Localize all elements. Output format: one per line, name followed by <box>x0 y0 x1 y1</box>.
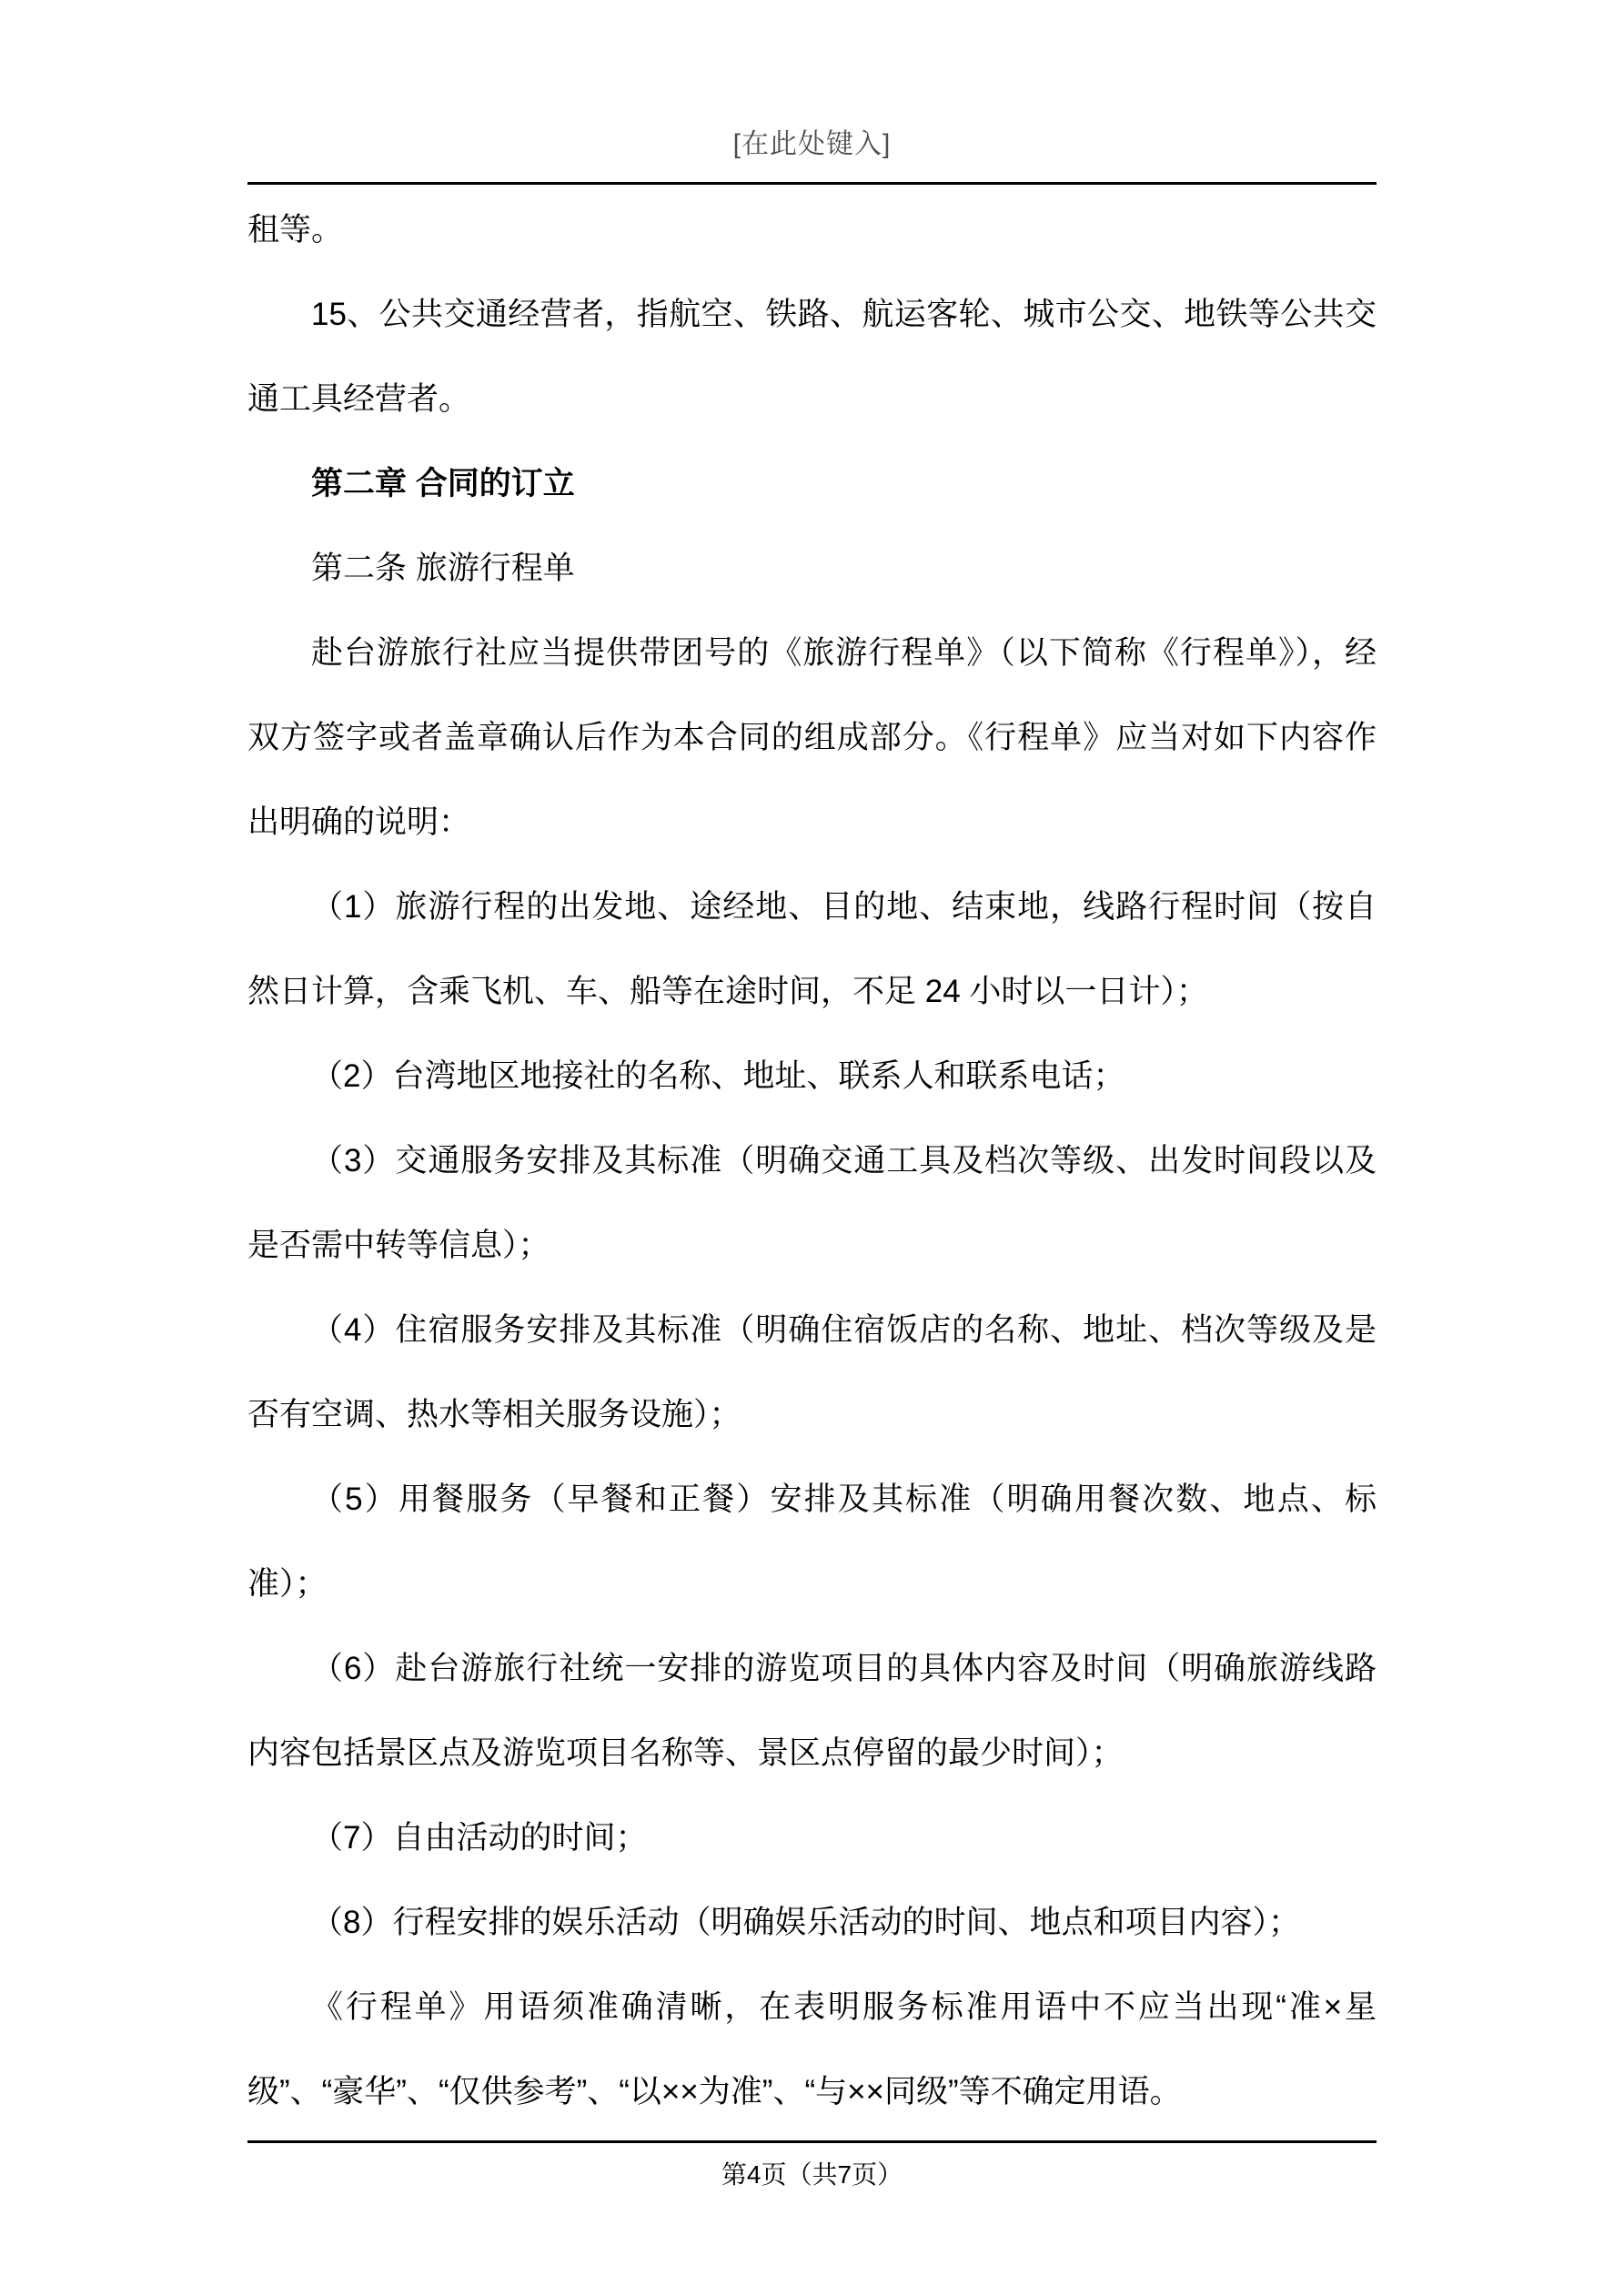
clause-title: 第二条 旅游行程单 <box>311 551 575 586</box>
chapter-heading: 第二章 合同的订立 <box>311 466 575 501</box>
page-number-label: 第4页（共7页） <box>721 2160 903 2189</box>
paragraph-continuation: 租等。 <box>247 212 344 248</box>
numbered-item: （3）交通服务安排及其标准（明确交通工具及档次等级、出发时间段以及是否需中转等信息）； <box>247 1143 1377 1263</box>
paragraph: 《行程单》用语须准确清晰，在表明服务标准用语中不应当出现“准×星级”、“豪华”、“仅供参考”、“以××为准”、“与××同级”等不确定用语。 <box>247 1989 1377 2109</box>
header-placeholder: [在此处键入] <box>732 129 892 159</box>
header-rule <box>247 182 1377 185</box>
numbered-item: （5）用餐服务（早餐和正餐）安排及其标准（明确用餐次数、地点、标准）； <box>247 1482 1377 1602</box>
numbered-item: （1）旅游行程的出发地、途经地、目的地、结束地，线路行程时间（按自然日计算，含乘飞机、车、船等在途时间，不足 24 小时以一日计）； <box>247 889 1377 1009</box>
footer-rule <box>247 2140 1377 2143</box>
document-body <box>247 187 1377 2134</box>
numbered-item: （8）行程安排的娱乐活动（明确娱乐活动的时间、地点和项目内容）； <box>311 1905 1300 1940</box>
numbered-item: （6）赴台游旅行社统一安排的游览项目的具体内容及时间（明确旅游线路内容包括景区点及游览项目名称等、景区点停留的最少时间）； <box>247 1651 1377 1771</box>
numbered-item: （2）台湾地区地接社的名称、地址、联系人和联系电话； <box>311 1058 1125 1094</box>
paragraph: 赴台游旅行社应当提供带团号的《旅游行程单》（以下简称《行程单》），经双方签字或者盖章确认后作为本合同的组成部分。《行程单》应当对如下内容作出明确的说明： <box>247 635 1377 840</box>
numbered-item: （7）自由活动的时间； <box>311 1820 648 1856</box>
numbered-item: （4）住宿服务安排及其标准（明确住宿饭店的名称、地址、档次等级及是否有空调、热水等相关服务设施）； <box>247 1312 1377 1432</box>
paragraph: 15、公共交通经营者，指航空、铁路、航运客轮、城市公交、地铁等公共交通工具经营者。 <box>247 297 1377 417</box>
